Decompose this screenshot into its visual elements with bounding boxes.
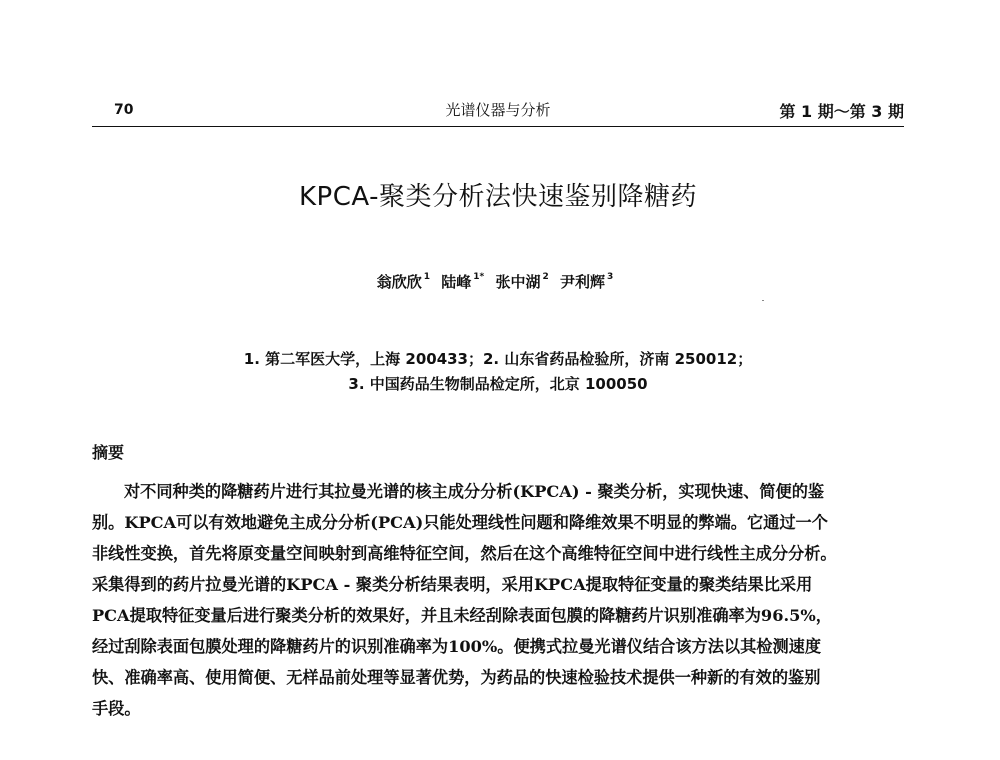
abstract-line: 别。KPCA可以有效地避免主成分分析(PCA)只能处理线性问题和降维效果不明显的弊端。它通过一个 [92, 513, 828, 532]
abstract-body [92, 476, 907, 724]
abstract-line: 快、准确率高、使用简便、无样品前处理等显著优势，为药品的快速检验技术提供一种新的有效的鉴别 [92, 668, 821, 687]
author-affiliation-mark: 2 [542, 272, 549, 282]
affiliation-line-1: 1. 第二军医大学，上海 200433；2. 山东省药品检验所，济南 250012； [243, 350, 753, 368]
author-name: 尹利辉 [559, 273, 605, 291]
running-header [92, 96, 904, 127]
author-name: 张中湖 [495, 273, 541, 291]
page-number: 70 [114, 102, 134, 118]
author-affiliation-mark: 1 [423, 272, 431, 282]
author-affiliation-mark: 3 [607, 272, 614, 282]
abstract-line: 经过刮除表面包膜处理的降糖药片的识别准确率为100%。便携式拉曼光谱仪结合该方法以其检测速度 [92, 637, 822, 656]
abstract-line: 手段。 [92, 699, 141, 718]
abstract-heading: 摘要 [92, 443, 125, 462]
author-affiliation-mark: 1* [473, 272, 485, 282]
author-list [92, 271, 904, 292]
abstract-line: PCA提取特征变量后进行聚类分析的效果好，并且未经刮除表面包膜的降糖药片识别准确率为96.5%， [92, 606, 832, 625]
abstract-line: 采集得到的药片拉曼光谱的KPCA - 聚类分析结果表明，采用KPCA提取特征变量的聚类结果比采用 [92, 575, 813, 594]
scan-speck [762, 300, 764, 301]
paper-title: KPCA-聚类分析法快速鉴别降糖药 [299, 182, 697, 212]
author-name: 陆峰 [441, 273, 472, 291]
journal-name: 光谱仪器与分析 [445, 101, 551, 119]
issue-label: 第 1 期～第 3 期 [779, 102, 904, 121]
abstract-line: 非线性变换，首先将原变量空间映射到高维特征空间，然后在这个高维特征空间中进行线性主成分分析。 [92, 544, 837, 563]
affiliation-line-2: 3. 中国药品生物制品检定所，北京 100050 [348, 375, 648, 393]
author-name: 翁欣欣 [376, 273, 422, 291]
abstract-line: 对不同种类的降糖药片进行其拉曼光谱的核主成分分析(KPCA) - 聚类分析，实现快速、简便的鉴 [124, 482, 825, 501]
